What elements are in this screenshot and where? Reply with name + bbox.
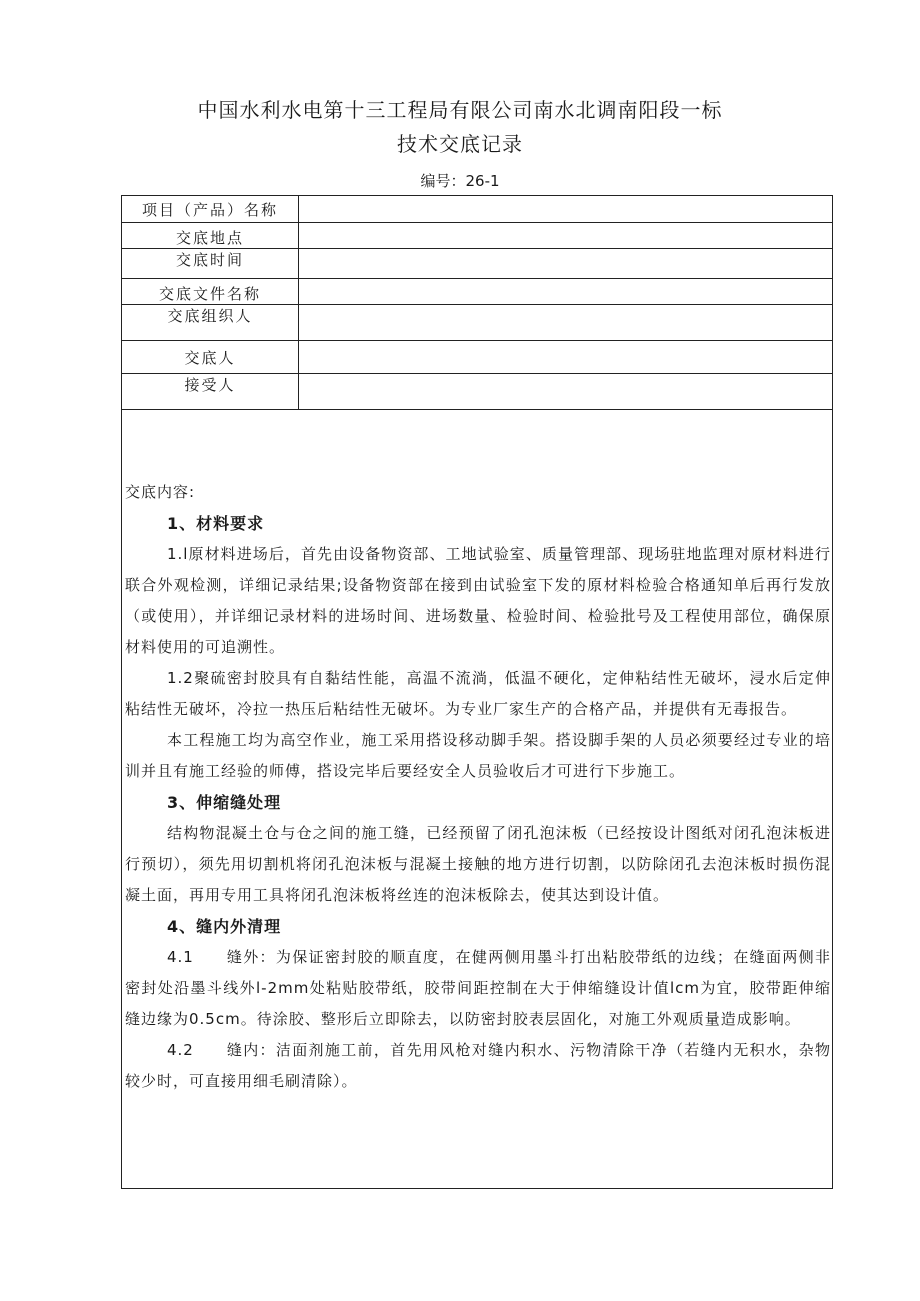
row-label-time: 交底时间 [122, 249, 299, 279]
table-row [122, 374, 833, 410]
table-row [122, 341, 833, 374]
row-label-document: 交底文件名称 [122, 279, 299, 305]
section-heading-materials: 1、材料要求 [167, 514, 265, 533]
content-intro: 交底内容: [125, 483, 196, 501]
row-value-receiver[interactable] [299, 374, 833, 410]
row-value-presenter[interactable] [299, 341, 833, 374]
row-label-receiver: 接受人 [122, 374, 299, 410]
code-label: 编号： [420, 172, 466, 190]
row-value-document[interactable] [299, 279, 833, 305]
row-value-time[interactable] [299, 249, 833, 279]
section-heading-cleaning: 4、缝内外清理 [167, 917, 282, 936]
document-title-line2: 技术交底记录 [397, 132, 523, 156]
info-table [121, 195, 833, 410]
table-row [122, 305, 833, 341]
document-code [0, 170, 920, 191]
row-label-project: 项目（产品）名称 [122, 196, 299, 223]
table-row [122, 249, 833, 279]
paragraph-1-2: 1.2聚硫密封胶具有自黏结性能，高温不流淌，低温不硬化，定伸粘结性无破坏，浸水后定伸粘结性无破坏，冷拉一热压后粘结性无破坏。为专业厂家生产的合格产品，并提供有无毒报告。 [125, 669, 831, 718]
row-value-project[interactable] [299, 196, 833, 223]
row-value-organizer[interactable] [299, 305, 833, 341]
paragraph-3: 结构物混凝土仓与仓之间的施工缝，已经预留了闭孔泡沫板（已经按设计图纸对闭孔泡沫板进行预切），须先用切割机将闭孔泡沫板与混凝土接触的地方进行切割，以防除闭孔去泡沫板时损伤混凝土面，再用专用工具将闭孔泡沫板将丝连的泡沫板除去，使其达到设计值。 [125, 824, 831, 904]
paragraph-4-1: 4.1 缝外：为保证密封胶的顺直度，在健两侧用墨斗打出粘胶带纸的边线；在缝面两侧非密封处沿墨斗线外l-2mm处粘贴胶带纸，胶带间距控制在大于伸缩缝设计值lcm为宜，胶带距伸缩缝边缘为0.5cm。待涂胶、整形后立即除去，以防密封胶表层固化，对施工外观质量造成影响。 [125, 948, 831, 1028]
table-row [122, 196, 833, 223]
paragraph-1-1: 1.l原材料进场后，首先由设备物资部、工地试验室、质量管理部、现场驻地监理对原材料进行联合外观检测，详细记录结果;设备物资部在接到由试验室下发的原材料检验合格通知单后再行发放（或使用），并详细记录材料的进场时间、进场数量、检验时间、检验批号及工程使用部位，确保原材料使用的可追溯性。 [125, 545, 831, 656]
row-value-location[interactable] [299, 223, 833, 249]
section-heading-joint: 3、伸缩缝处理 [167, 793, 282, 812]
row-label-location: 交底地点 [122, 223, 299, 249]
briefing-content [121, 409, 833, 1189]
document-title-line1: 中国水利水电第十三工程局有限公司南水北调南阳段一标 [197, 98, 723, 122]
table-row [122, 279, 833, 305]
row-label-presenter: 交底人 [122, 341, 299, 374]
table-row [122, 223, 833, 249]
row-label-organizer: 交底组织人 [122, 305, 299, 341]
code-value: 26-1 [465, 172, 500, 190]
paragraph-scaffold: 本工程施工均为高空作业，施工采用搭设移动脚手架。搭设脚手架的人员必须要经过专业的培训并且有施工经验的师傅，搭设完毕后要经安全人员验收后才可进行下步施工。 [125, 731, 831, 780]
paragraph-4-2: 4.2 缝内：洁面剂施工前，首先用风枪对缝内积水、污物清除干净（若缝内无积水，杂物较少时，可直接用细毛刷清除）。 [125, 1041, 831, 1090]
